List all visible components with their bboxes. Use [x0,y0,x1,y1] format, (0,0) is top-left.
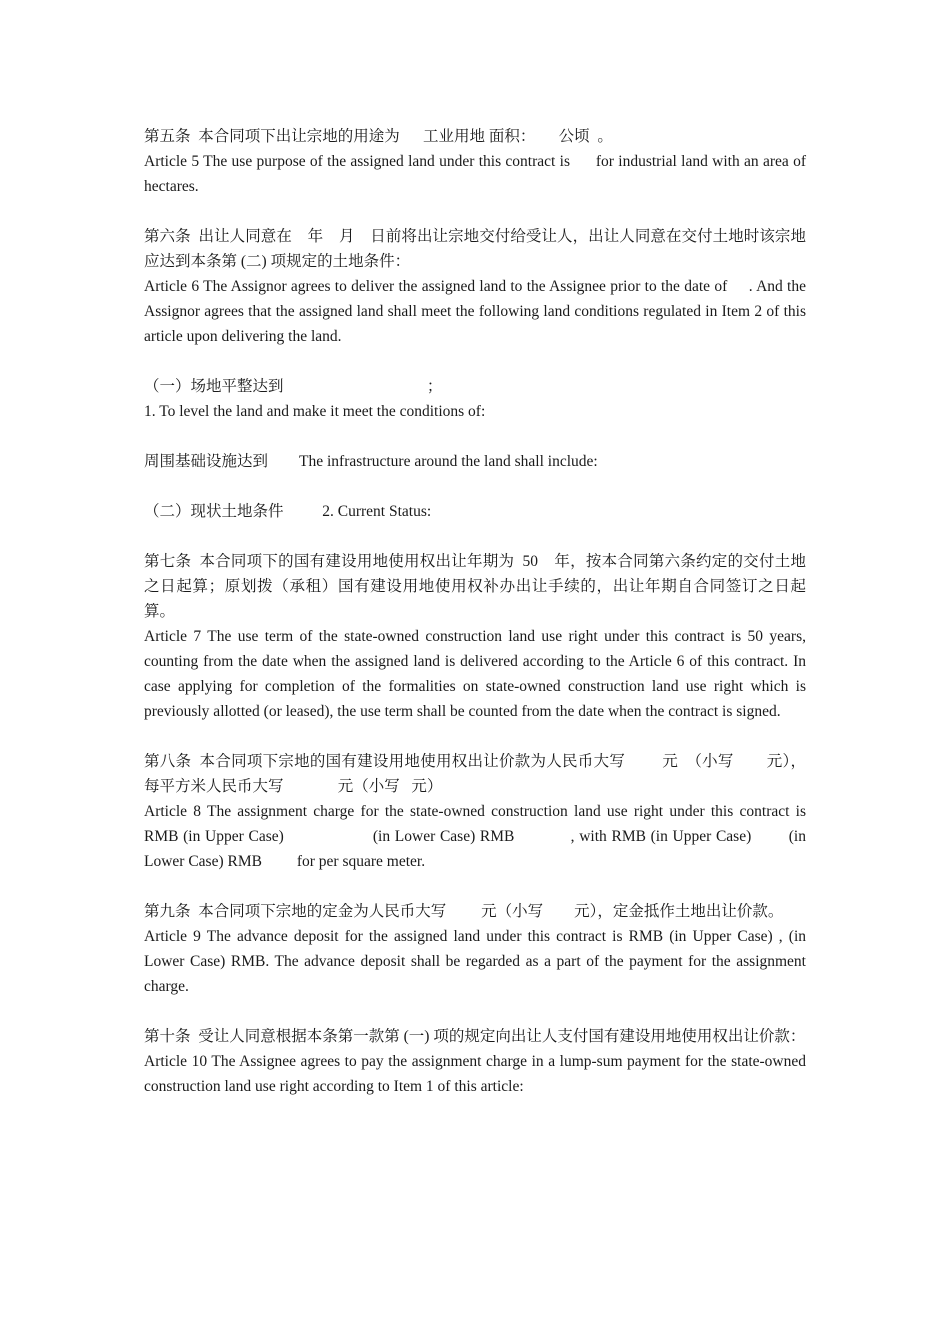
article-5-en: Article 5 The use purpose of the assigned land under this contract is for industrial land with an area of hectares. [144,153,837,195]
item-1-en: 1. To level the land and make it meet the conditions of: [144,403,486,420]
paragraph-gap [144,874,806,899]
item-1-zh: （一）场地平整达到 ； [144,378,443,395]
paragraph-gap [144,999,806,1024]
infrastructure-line: 周围基础设施达到 The infrastructure around the land shall include: [144,453,598,470]
article-9-en: Article 9 The advance deposit for the assigned land under this contract is RMB (in Upper Case) , (in Lower Case) RMB. The advance deposit shall be regarded as a part of the payment for the assignment charge. [144,928,810,995]
article-9-zh: 第九条 本合同项下宗地的定金为人民币大写 元（小写 元），定金抵作土地出让价款。 [144,903,784,920]
article-8-en: Article 8 The assignment charge for the state-owned construction land use right under this contract is RMB (in Upper Case) (in Lower Case) RMB , with RMB (in Upper Case) (in Lower Case) RMB for per square meter. [144,803,810,870]
article-8-zh: 第八条 本合同项下宗地的国有建设用地使用权出让价款为人民币大写 元 （小写 元），每平方米人民币大写 元（小写 元） [144,753,806,795]
current-status-line: （二）现状土地条件 2. Current Status: [144,503,432,520]
paragraph-gap [144,524,806,549]
article-7-en: Article 7 The use term of the state-owned construction land use right under this contract is 50 years, counting from the date when the assigned land is delivered according to the Article 6 of this contract. In case applying for completion of the formalities on state-owned construction land use right which is previously allotted (or leased), the use term shall be counted from the date when the contract is signed. [144,628,810,720]
article-10-en: Article 10 The Assignee agrees to pay the assignment charge in a lump-sum payment for the state-owned construction land use right according to Item 1 of this article: [144,1053,810,1095]
paragraph-gap [144,349,806,374]
article-7-zh: 第七条 本合同项下的国有建设用地使用权出让年期为 50 年，按本合同第六条约定的交付土地之日起算；原划拨（承租）国有建设用地使用权补办出让手续的，出让年期自合同签订之日起算。 [144,553,806,620]
paragraph-gap [144,474,806,499]
article-10-zh: 第十条 受让人同意根据本条第一款第 (一) 项的规定向出让人支付国有建设用地使用权出让价款： [144,1028,806,1045]
article-6-zh: 第六条 出让人同意在 年 月 日前将出让宗地交付给受让人，出让人同意在交付土地时该宗地应达到本条第 (二) 项规定的土地条件： [144,228,806,270]
paragraph-gap [144,424,806,449]
contract-page [144,124,837,1099]
paragraph-gap [144,199,806,224]
paragraph-gap [144,724,806,749]
article-6-en: Article 6 The Assignor agrees to deliver the assigned land to the Assignee prior to the date of . And the Assignor agrees that the assigned land shall meet the following land conditions regulated in Item 2 of this article upon delivering the land. [144,278,810,345]
article-5-zh: 第五条 本合同项下出让宗地的用途为 工业用地 面积： 公顷 。 [144,128,613,145]
